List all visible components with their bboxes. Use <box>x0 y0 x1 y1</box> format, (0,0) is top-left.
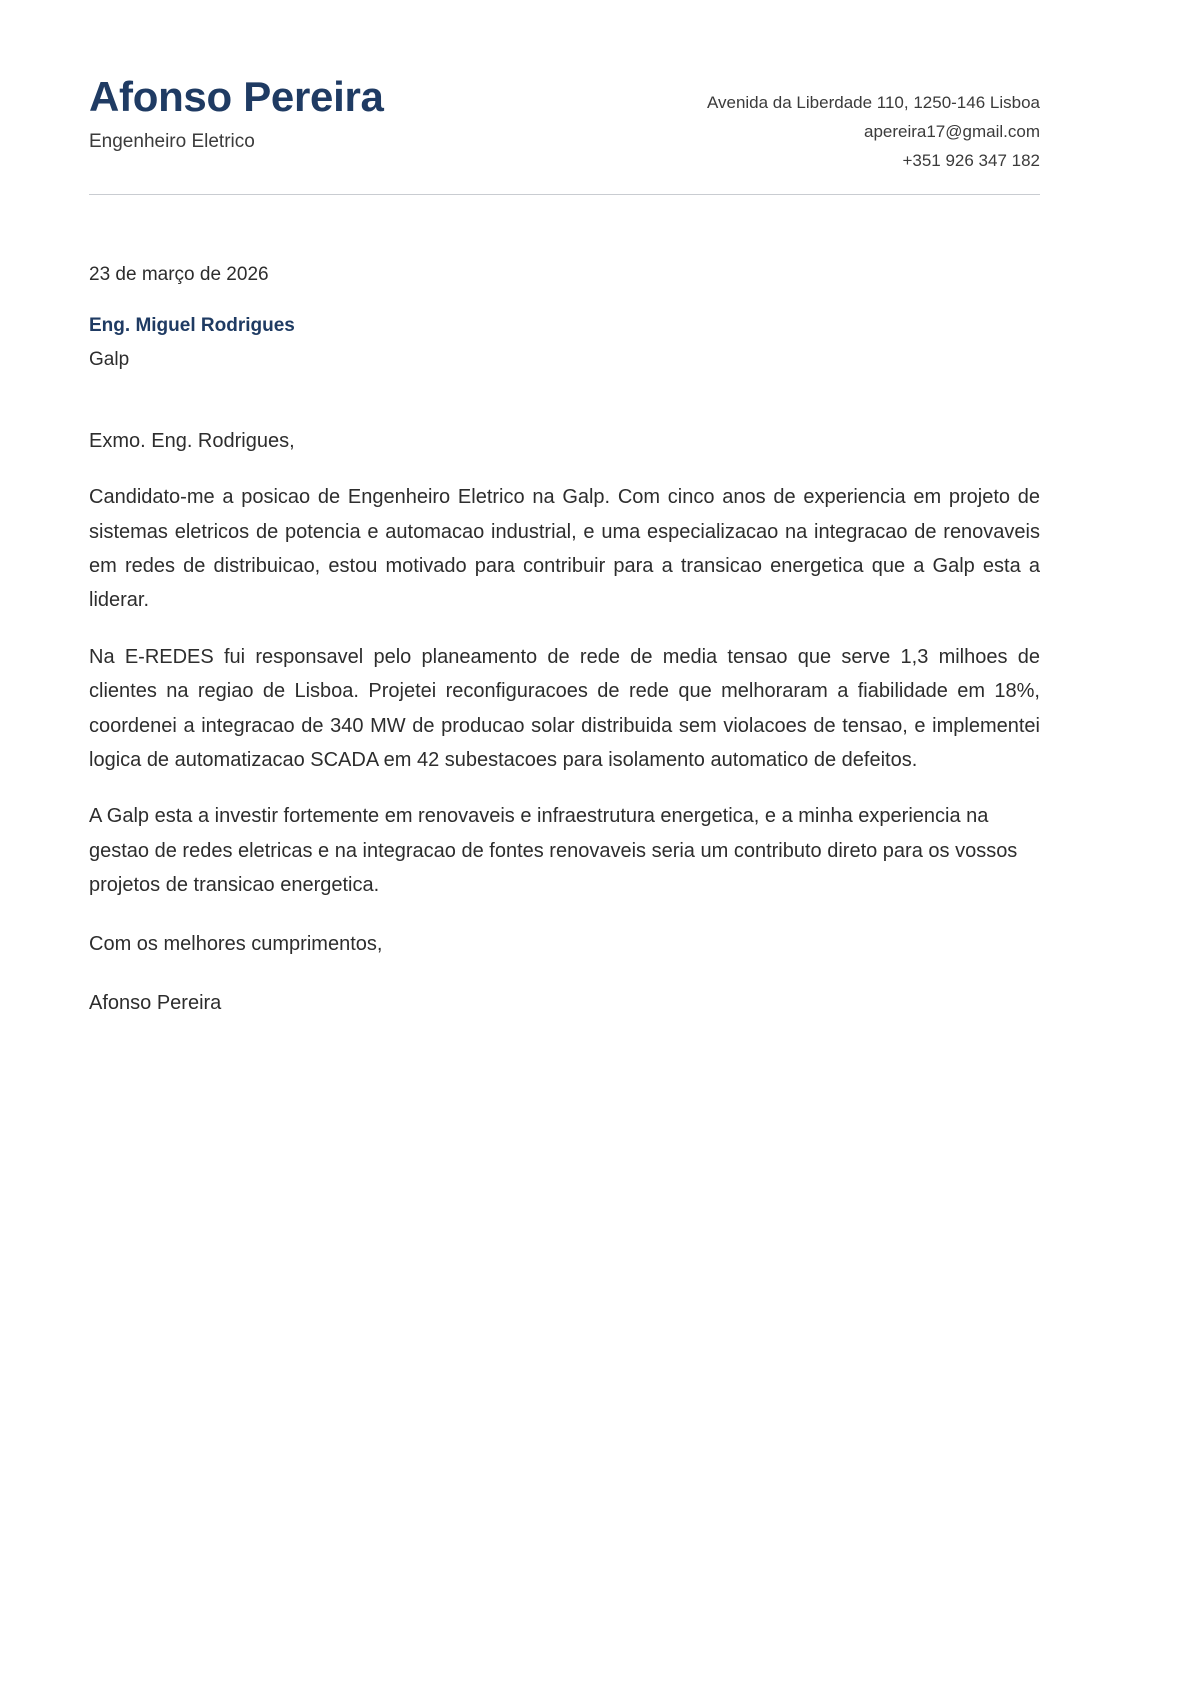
contact-address: Avenida da Liberdade 110, 1250-146 Lisboa <box>706 93 1040 112</box>
applicant-name: Afonso Pereira <box>89 73 384 120</box>
closing-line: Com os melhores cumprimentos, <box>89 932 383 955</box>
letter-meta <box>89 261 1040 375</box>
contact-email[interactable]: apereira17@gmail.com <box>863 122 1040 142</box>
header-identity <box>89 72 384 157</box>
contact-phone[interactable]: +351 926 347 182 <box>902 151 1040 171</box>
header-divider <box>89 194 1040 195</box>
letter-header <box>89 72 1040 194</box>
letter-date: 23 de março de 2026 <box>89 263 269 285</box>
letter-body <box>89 426 1040 1018</box>
body-paragraph: A Galp esta a investir fortemente em renovaveis e infraestrutura energetica, e a minha experiencia na gestao de redes eletricas e na integracao de fontes renovaveis seria um contributo direto para os vossos projetos de transicao energetica. <box>89 805 1018 897</box>
body-paragraph: Na E-REDES fui responsavel pelo planeamento de rede de media tensao que serve 1,3 milhoes de clientes na regiao de Lisboa. Projetei reconfiguracoes de rede que melhoraram a fiabilidade em 18%, coordenei a integracao de 340 MW de producao solar distribuida sem violacoes de tensao, e implementei logica de automatizacao SCADA em 42 subestacoes para isolamento automatico de defeitos. <box>89 645 1040 771</box>
recipient-company: Galp <box>89 348 130 370</box>
signature-name: Afonso Pereira <box>89 991 222 1014</box>
body-paragraph: Candidato-me a posicao de Engenheiro Eletrico na Galp. Com cinco anos de experiencia em projeto de sistemas eletricos de potencia e automacao industrial, e uma especializacao na integracao de renovaveis em redes de distribuicao, estou motivado para contribuir para a transicao energetica que a Galp esta a liderar. <box>89 486 1040 612</box>
recipient-name: Eng. Miguel Rodrigues <box>89 315 295 337</box>
salutation: Exmo. Eng. Rodrigues, <box>89 430 295 453</box>
applicant-job-title: Engenheiro Eletrico <box>89 131 255 153</box>
contact-block <box>707 72 1040 176</box>
